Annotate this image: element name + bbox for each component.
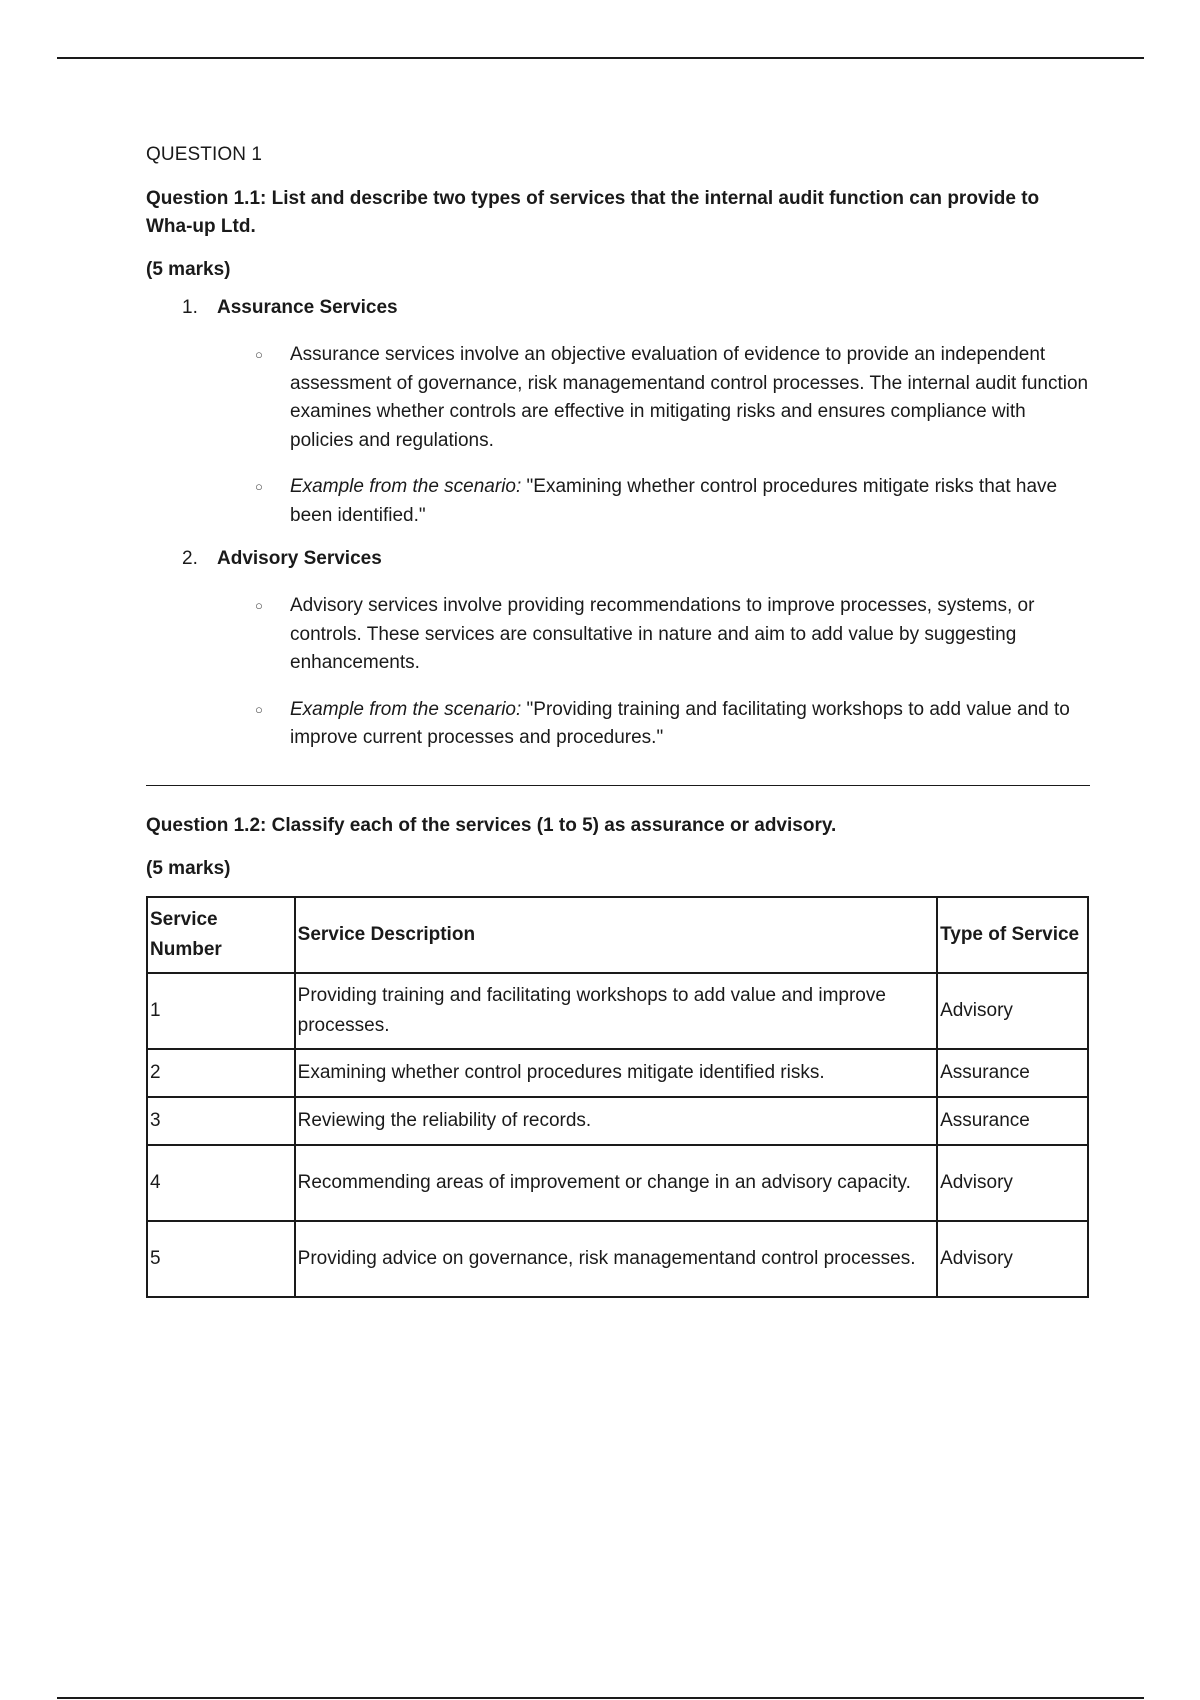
service-example bbox=[146, 473, 1090, 530]
classification-table bbox=[146, 896, 1089, 1298]
service-bullets bbox=[146, 341, 1090, 530]
question-1-2-title: Question 1.2: Classify each of the services (1 to 5) as assurance or advisory. bbox=[146, 814, 837, 836]
service-example bbox=[146, 696, 1090, 753]
cell-description: Providing training and facilitating workshops to add value and improve processes. bbox=[295, 973, 937, 1049]
bottom-rule bbox=[57, 1697, 1144, 1699]
section-divider bbox=[146, 785, 1090, 786]
cell-type: Advisory bbox=[937, 1145, 1088, 1221]
service-name: Assurance Services bbox=[217, 297, 398, 318]
header-service-number: Service Number bbox=[147, 897, 295, 973]
cell-description: Recommending areas of improvement or change in an advisory capacity. bbox=[295, 1145, 937, 1221]
top-rule bbox=[57, 57, 1144, 59]
circle-bullet-icon: ○ bbox=[255, 598, 263, 613]
question-1-1-marks: (5 marks) bbox=[146, 259, 231, 280]
circle-bullet-icon: ○ bbox=[255, 701, 263, 717]
cell-type: Advisory bbox=[937, 1221, 1088, 1297]
service-heading bbox=[146, 297, 1090, 319]
cell-description: Examining whether control procedures mitigate identified risks. bbox=[295, 1049, 937, 1097]
cell-description: Providing advice on governance, risk managementand control processes. bbox=[295, 1221, 937, 1297]
table-row bbox=[147, 1221, 1088, 1297]
document-content bbox=[146, 144, 1090, 1298]
cell-number: 2 bbox=[147, 1049, 295, 1097]
circle-bullet-icon: ○ bbox=[255, 479, 263, 494]
cell-number: 4 bbox=[147, 1145, 295, 1221]
circle-bullet-icon: ○ bbox=[255, 347, 263, 362]
question-1-2-marks: (5 marks) bbox=[146, 857, 231, 879]
header-type-of-service: Type of Service bbox=[937, 897, 1088, 973]
cell-number: 5 bbox=[147, 1221, 295, 1297]
example-text: "Providing training and facilitating workshops to add value and to improve current processes and procedures." bbox=[290, 698, 1070, 748]
cell-description: Reviewing the reliability of records. bbox=[295, 1097, 937, 1145]
service-bullets bbox=[146, 592, 1090, 753]
cell-type: Advisory bbox=[937, 973, 1088, 1049]
service-name: Advisory Services bbox=[217, 548, 382, 569]
service-item-advisory bbox=[146, 548, 1090, 753]
service-number: 2. bbox=[182, 548, 198, 569]
cell-type: Assurance bbox=[937, 1049, 1088, 1097]
example-label: Example from the scenario: bbox=[290, 476, 522, 497]
cell-number: 3 bbox=[147, 1097, 295, 1145]
cell-type: Assurance bbox=[937, 1097, 1088, 1145]
table-row bbox=[147, 973, 1088, 1049]
service-description bbox=[146, 341, 1090, 455]
question-header: QUESTION 1 bbox=[146, 144, 263, 165]
table-row bbox=[147, 1049, 1088, 1097]
table-row bbox=[147, 1145, 1088, 1221]
service-heading bbox=[146, 548, 1090, 570]
header-service-description: Service Description bbox=[295, 897, 937, 973]
description-text: Advisory services involve providing recommendations to improve processes, systems, or controls. These services are consultative in nature and aim to add value by suggesting enhancements. bbox=[290, 595, 1035, 673]
table-header-row bbox=[147, 897, 1088, 973]
table-row bbox=[147, 1097, 1088, 1145]
service-number: 1. bbox=[182, 297, 198, 318]
service-description bbox=[146, 592, 1090, 678]
example-label: Example from the scenario: bbox=[290, 698, 522, 720]
services-list bbox=[146, 297, 1090, 753]
question-1-1-title: Question 1.1: List and describe two types of services that the internal audit function can provide to Wha-up Ltd. bbox=[146, 188, 1040, 237]
service-item-assurance bbox=[146, 297, 1090, 530]
cell-number: 1 bbox=[147, 973, 295, 1049]
example-text: "Examining whether control procedures mitigate risks that have been identified." bbox=[290, 476, 1058, 526]
description-text: Assurance services involve an objective evaluation of evidence to provide an independent assessment of governance, risk managementand control processes. The internal audit function examines whether controls are effective in mitigating risks and ensures compliance with policies and regulations. bbox=[290, 344, 1089, 451]
